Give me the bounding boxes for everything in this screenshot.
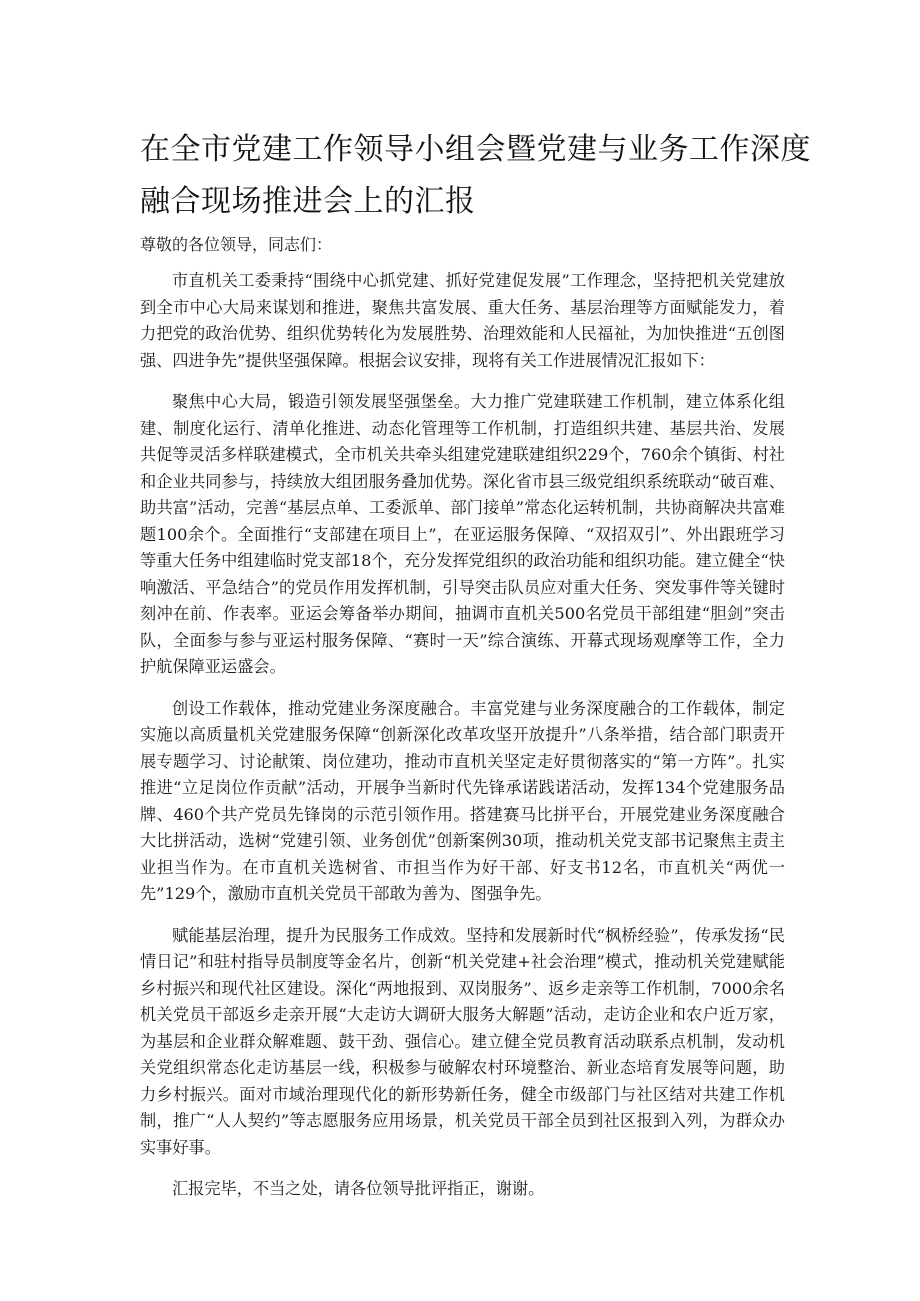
document-title-line-1: 在全市党建工作领导小组会暨党建与业务工作深度	[140, 132, 811, 167]
paragraph-intro: 市直机关工委秉持“围绕中心抓党建、抓好党建促发展”工作理念，坚持把机关党建放到全市中心大局来谋划和推进，聚焦共富发展、重大任务、基层治理等方面赋能发力，着力把党的政治优势、组织优势转化为发展胜势、治理效能和人民福祉，为加快推进“五创图强、四进争先”提供坚强保障。根据会议安排，现将有关工作进展情况汇报如下：	[140, 271, 785, 370]
paragraph-work-carrier: 创设工作载体，推动党建业务深度融合。丰富党建与业务深度融合的工作载体，制定实施以高质量机关党建服务保障“创新深化改革攻坚开放提升”八条举措，结合部门职责开展专题学习、讨论献策、岗位建功，推动市直机关坚定走好贯彻落实的“第一方阵”。扎实推进“立足岗位作贡献”活动，开展争当新时代先锋承诺践诺活动，发挥134个党建服务品牌、460个共产党员先锋岗的示范引领作用。搭建赛马比拼平台，开展党建业务深度融合大比拼活动，选树“党建引领、业务创优”创新案例30项，推动机关党支部书记聚焦主责主业担当作为。在市直机关选树省、市担当作为好干部、好支书12名，市直机关“两优一先”129个，激励市直机关党员干部敢为善为、图强争先。	[140, 698, 785, 903]
document-body	[140, 268, 785, 1218]
document-title-line-2: 融合现场推进会上的汇报	[140, 184, 476, 219]
paragraph-central-situation: 聚焦中心大局，锻造引领发展坚强堡垒。大力推广党建联建工作机制，建立体系化组建、制度化运行、清单化推进、动态化管理等工作机制，打造组织共建、基层共治、发展共促等灵活多样联建模式，全市机关共牵头组建党建联建组织229个，760余个镇街、村社和企业共同参与，持续放大组团服务叠加优势。深化省市县三级党组织系统联动“破百难、助共富”活动，完善“基层点单、工委派单、部门接单”常态化运转机制，共协商解决共富难题100余个。全面推行“支部建在项目上”，在亚运服务保障、“双招双引”、外出跟班学习等重大任务中组建临时党支部18个，充分发挥党组织的政治功能和组织功能。建立健全“快响激活、平急结合”的党员作用发挥机制，引导突击队员应对重大任务、突发事件等关键时刻冲在前、作表率。亚运会筹备举办期间，抽调市直机关500名党员干部组建“胆剑”突击队，全面参与参与亚运村服务保障、“赛时一天”综合演练、开幕式现场观摩等工作，全力护航保障亚运盛会。	[140, 392, 785, 676]
salutation: 尊敬的各位领导，同志们：	[140, 235, 333, 254]
paragraph-closing: 汇报完毕，不当之处，请各位领导批评指正，谢谢。	[172, 1179, 545, 1198]
paragraph-grassroots-governance: 赋能基层治理，提升为民服务工作成效。坚持和发展新时代“枫桥经验”，传承发扬“民情日记”和驻村指导员制度等金名片，创新“机关党建+社会治理”模式，推动机关党建赋能乡村振兴和现代社区建设。深化“两地报到、双岗服务”、返乡走亲等工作机制，7000余名机关党员干部返乡走亲开展“大走访大调研大服务大解题”活动，走访企业和农户近万家，为基层和企业群众解难题、鼓干劲、强信心。建立健全党员教育活动联系点机制，发动机关党组织常态化走访基层一线，积极参与破解农村环境整治、新业态培育发展等问题，助力乡村振兴。面对市域治理现代化的新形势新任务，健全市级部门与社区结对共建工作机制，推广“人人契约”等志愿服务应用场景，机关党员干部全员到社区报到入列，为群众办实事好事。	[140, 925, 785, 1157]
